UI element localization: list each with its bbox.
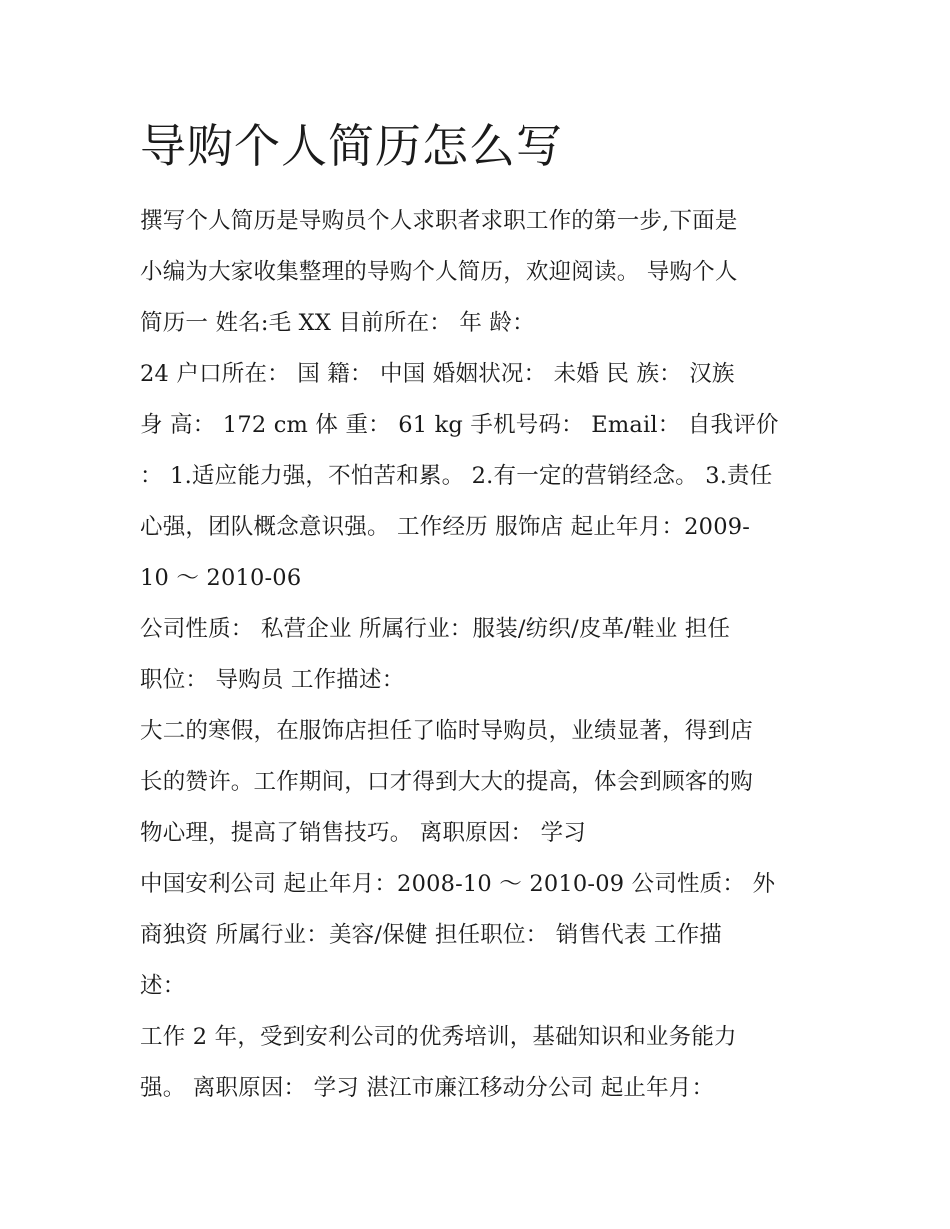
body-line: 简历一 姓名:毛 XX 目前所在： 年 龄： xyxy=(140,310,535,336)
body-line: 大二的寒假，在服饰店担任了临时导购员，业绩显著，得到店 xyxy=(140,718,753,744)
body-line: 小编为大家收集整理的导购个人简历，欢迎阅读。 导购个人 xyxy=(140,259,738,285)
body-line: 撰写个人简历是导购员个人求职者求职工作的第一步,下面是 xyxy=(140,208,738,234)
body-line: 心强，团队概念意识强。 工作经历 服饰店 起止年月：2009- xyxy=(140,514,751,540)
body-line: 职位： 导购员 工作描述： xyxy=(140,667,405,693)
body-line: 述： xyxy=(140,973,186,999)
body-line: 身 高： 172 cm 体 重： 61 kg 手机号码： Email： 自我评价 xyxy=(140,412,779,438)
body-line: 10 ～ 2010-06 xyxy=(140,565,302,591)
page-title: 导购个人简历怎么写 xyxy=(140,119,563,173)
body-line: 公司性质： 私营企业 所属行业：服装/纺织/皮革/鞋业 担任 xyxy=(140,616,731,642)
body-line: 强。 离职原因： 学习 湛江市廉江移动分公司 起止年月： xyxy=(140,1075,715,1101)
body-line: 工作 2 年，受到安利公司的优秀培训，基础知识和业务能力 xyxy=(140,1024,737,1050)
body-line: 物心理，提高了销售技巧。 离职原因： 学习 xyxy=(140,820,587,846)
body-line: 长的赞许。工作期间，口才得到大大的提高，体会到顾客的购 xyxy=(140,769,753,795)
body-line: 商独资 所属行业：美容/保健 担任职位： 销售代表 工作描 xyxy=(140,922,722,948)
body-line: 24 户口所在： 国 籍： 中国 婚姻状况： 未婚 民 族： 汉族 xyxy=(140,361,735,387)
body-line: 中国安利公司 起止年月：2008-10 ～ 2010-09 公司性质： 外 xyxy=(140,871,776,897)
body-line: ： 1.适应能力强，不怕苦和累。 2.有一定的营销经念。 3.责任 xyxy=(140,463,773,489)
